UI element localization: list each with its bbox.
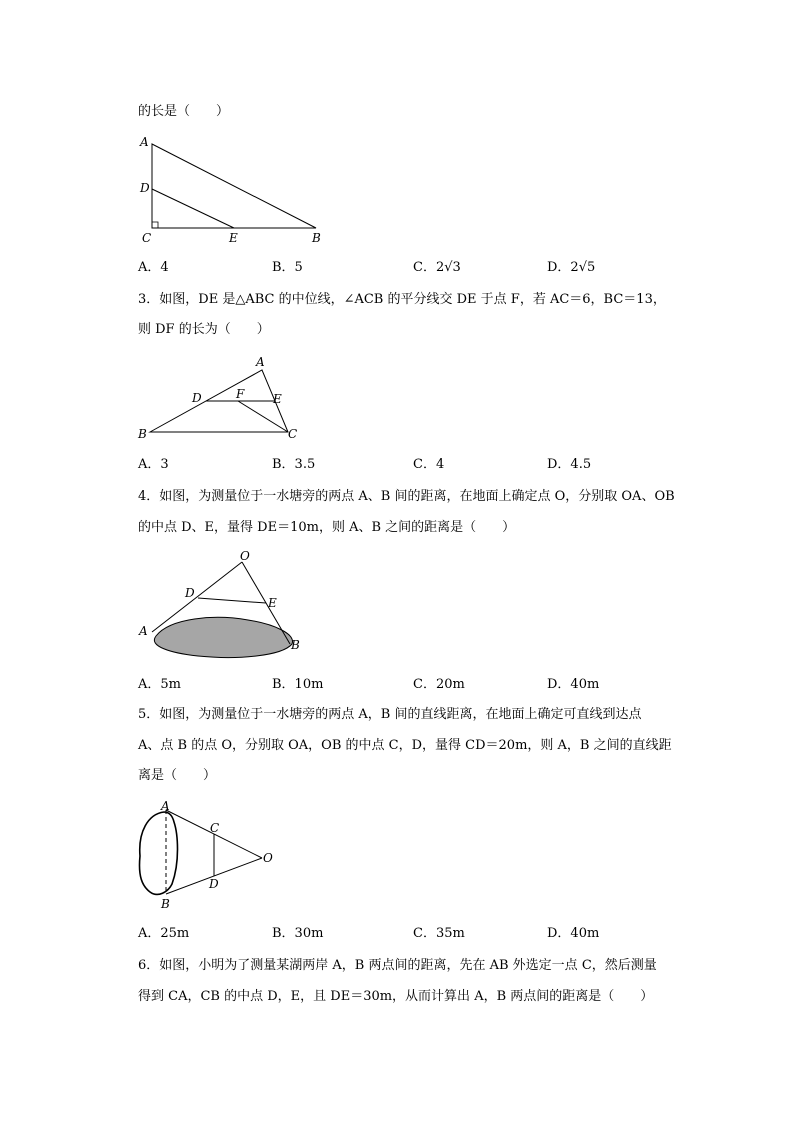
- q4-option-d[interactable]: D．40m: [547, 677, 600, 692]
- label-e: E: [273, 392, 282, 406]
- label-f: F: [236, 387, 245, 401]
- q5-options: [138, 925, 698, 943]
- q3-option-d[interactable]: D．4.5: [547, 457, 592, 472]
- q3-options: [138, 456, 698, 474]
- q2-figure: [136, 132, 336, 247]
- q3-stem-line1: 3．如图，DE 是△ABC 的中位线，∠ACB 的平分线交 DE 于点 F，若 AC＝6，BC＝13，: [138, 292, 666, 307]
- q4-option-c[interactable]: C．20m: [413, 677, 465, 692]
- q3-figure: [136, 352, 311, 444]
- q4-stem-line1: 4．如图，为测量位于一水塘旁的两点 A、B 间的距离，在地面上确定点 O，分别取 OA、OB: [138, 489, 675, 504]
- label-d: D: [140, 181, 150, 195]
- label-c: C: [288, 427, 298, 441]
- q5-figure: [134, 798, 284, 913]
- segment-de: [198, 598, 266, 603]
- pond-shape: [154, 617, 292, 657]
- label-e: E: [268, 596, 277, 610]
- label-b: B: [138, 427, 147, 441]
- label-a: A: [256, 355, 265, 369]
- q4-option-b[interactable]: B．10m: [272, 677, 324, 692]
- label-b: B: [312, 231, 321, 245]
- q5-option-a[interactable]: A．25m: [138, 926, 190, 941]
- label-e: E: [229, 231, 238, 245]
- q2-stem-tail: 的长是（ ）: [138, 104, 230, 119]
- q5-option-d[interactable]: D．40m: [547, 926, 600, 941]
- label-c: C: [210, 821, 220, 835]
- q6-stem-line1: 6．如图，小明为了测量某湖两岸 A，B 两点间的距离，先在 AB 外选定一点 C，然后测量: [138, 958, 657, 973]
- q3-option-a[interactable]: A．3: [138, 457, 169, 472]
- triangle-abc: [152, 144, 316, 228]
- right-angle-mark: [152, 222, 158, 228]
- label-d: D: [192, 391, 202, 405]
- label-o: O: [240, 549, 250, 563]
- q5-option-c[interactable]: C．35m: [413, 926, 465, 941]
- q5-stem-line2: A、点 B 的点 O，分别取 OA，OB 的中点 C，D，量得 CD＝20m，则 A，B 之间的直线距: [138, 738, 672, 753]
- q3-option-b[interactable]: B．3.5: [272, 457, 316, 472]
- q5-stem-line1: 5．如图，为测量位于一水塘旁的两点 A，B 间的直线距离，在地面上确定可直线到达点: [138, 707, 642, 722]
- label-a: A: [140, 135, 149, 149]
- q6-stem-line2: 得到 CA，CB 的中点 D，E，且 DE＝30m，从而计算出 A，B 两点间的距离是（ ）: [138, 989, 654, 1004]
- q2-option-c[interactable]: C．2√3: [413, 260, 461, 275]
- pond-shape: [139, 812, 177, 894]
- label-c: C: [142, 231, 152, 245]
- q3-option-c[interactable]: C．4: [413, 457, 445, 472]
- label-a: A: [139, 624, 148, 638]
- label-o: O: [263, 851, 273, 865]
- segment-de: [152, 189, 234, 228]
- label-b: B: [161, 897, 170, 911]
- q2-option-a[interactable]: A．4: [138, 260, 169, 275]
- q2-option-b[interactable]: B．5: [272, 260, 303, 275]
- q4-options: [138, 676, 698, 694]
- q4-stem-line2: 的中点 D、E，量得 DE＝10m，则 A、B 之间的距离是（ ）: [138, 520, 516, 535]
- label-d: D: [209, 877, 219, 891]
- q5-option-b[interactable]: B．30m: [272, 926, 324, 941]
- label-a: A: [161, 799, 170, 813]
- q2-options: [138, 259, 698, 277]
- q2-option-d[interactable]: D．2√5: [547, 260, 596, 275]
- q4-figure: [136, 548, 311, 663]
- q4-option-a[interactable]: A．5m: [138, 677, 181, 692]
- q3-stem-line2: 则 DF 的长为（ ）: [138, 322, 270, 337]
- label-b: B: [291, 638, 300, 652]
- label-d: D: [185, 586, 195, 600]
- q5-stem-line3: 离是（ ）: [138, 768, 217, 783]
